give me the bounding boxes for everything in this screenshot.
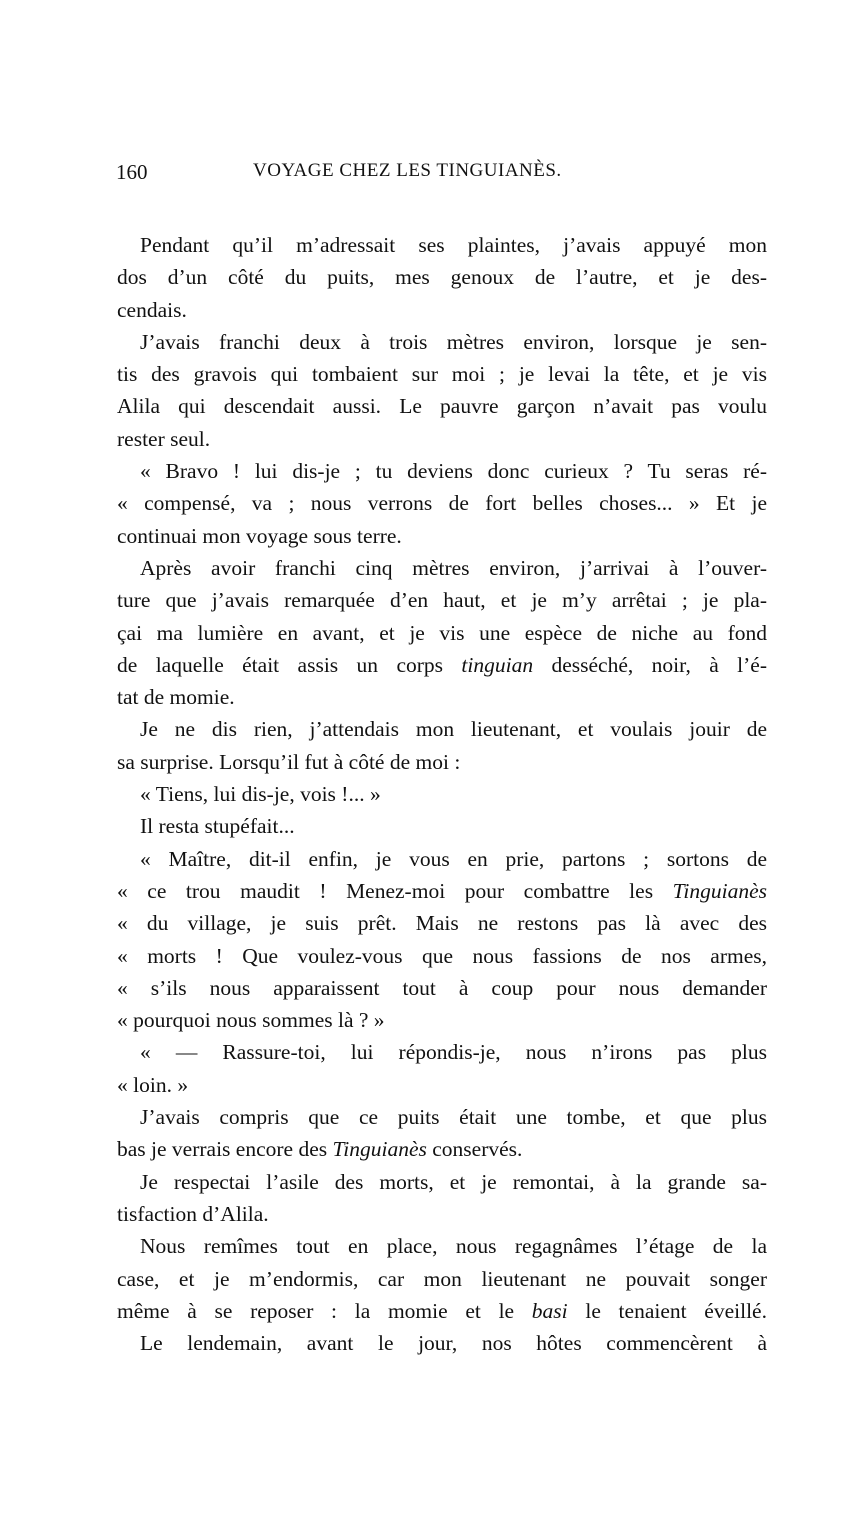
text-line	[117, 1230, 767, 1262]
text-segment: case, et je m’endormis, car mon lieutenant ne pouvait songer	[117, 1266, 767, 1291]
text-line	[117, 552, 767, 584]
text-segment: tisfaction d’Alila.	[117, 1201, 269, 1226]
text-line	[117, 1133, 767, 1165]
text-line	[117, 681, 767, 713]
running-title: VOYAGE CHEZ LES TINGUIANÈS.	[253, 160, 562, 181]
text-line	[117, 1004, 767, 1036]
text-line	[117, 875, 767, 907]
text-line	[117, 229, 767, 261]
italic-text: tinguian	[461, 652, 534, 677]
italic-text: basi	[531, 1298, 568, 1323]
italic-text: Tinguianès	[332, 1137, 427, 1162]
text-line	[117, 940, 767, 972]
text-segment: « s’ils nous apparaissent tout à coup pour nous demander	[117, 975, 767, 1000]
text-segment: « pourquoi nous sommes là ? »	[117, 1008, 385, 1033]
text-line	[117, 972, 767, 1004]
text-segment: Je ne dis rien, j’attendais mon lieutenant, et voulais jouir de	[140, 717, 767, 742]
text-segment: « Maître, dit-il enfin, je vous en prie, partons ; sortons de	[140, 846, 767, 871]
text-line	[117, 584, 767, 616]
text-line	[117, 326, 767, 358]
text-line	[117, 617, 767, 649]
text-line	[117, 713, 767, 745]
text-line	[117, 1166, 767, 1198]
text-segment: tat de momie.	[117, 685, 235, 710]
text-segment: rester seul.	[117, 426, 211, 451]
text-line	[117, 778, 767, 810]
text-line	[117, 746, 767, 778]
text-line	[117, 1263, 767, 1295]
body-text	[117, 229, 767, 1359]
text-line	[117, 455, 767, 487]
text-segment: çai ma lumière en avant, et je vis une espèce de niche au fond	[117, 620, 767, 645]
text-segment: « morts ! Que voulez-vous que nous fassions de nos armes,	[117, 943, 767, 968]
text-segment: desséché, noir, à l’é-	[533, 652, 767, 677]
text-segment: le tenaient éveillé.	[567, 1298, 767, 1323]
text-segment: dos d’un côté du puits, mes genoux de l’autre, et je des-	[117, 265, 767, 290]
text-segment: Après avoir franchi cinq mètres environ, j’arrivai à l’ouver-	[140, 555, 767, 580]
text-segment: « compensé, va ; nous verrons de fort belles choses... » Et je	[117, 491, 767, 516]
text-line	[117, 390, 767, 422]
text-segment: « loin. »	[117, 1072, 189, 1097]
text-line	[117, 294, 767, 326]
text-segment: Je respectai l’asile des morts, et je remontai, à la grande sa-	[140, 1169, 767, 1194]
text-line	[117, 1295, 767, 1327]
text-segment: « du village, je suis prêt. Mais ne restons pas là avec des	[117, 911, 767, 936]
text-segment: cendais.	[117, 297, 187, 322]
page-number: 160	[116, 160, 148, 184]
text-segment: bas je verrais encore des	[117, 1137, 333, 1162]
text-line	[117, 1198, 767, 1230]
text-line	[117, 358, 767, 390]
text-line	[117, 1069, 767, 1101]
text-line	[117, 649, 767, 681]
text-segment: « Tiens, lui dis-je, vois !... »	[140, 782, 381, 807]
text-segment: « Bravo ! lui dis-je ; tu deviens donc curieux ? Tu seras ré-	[140, 459, 767, 484]
text-segment: Alila qui descendait aussi. Le pauvre garçon n’avait pas voulu	[117, 394, 767, 419]
text-segment: tis des gravois qui tombaient sur moi ; je levai la tête, et je vis	[117, 362, 767, 387]
text-line	[117, 843, 767, 875]
text-line	[117, 487, 767, 519]
text-segment: continuai mon voyage sous terre.	[117, 523, 402, 548]
text-segment: J’avais franchi deux à trois mètres environ, lorsque je sen-	[140, 329, 767, 354]
text-line	[117, 1036, 767, 1068]
text-segment: « — Rassure-toi, lui répondis-je, nous n’irons pas plus	[140, 1040, 767, 1065]
text-segment: « ce trou maudit ! Menez-moi pour combattre les	[117, 878, 673, 903]
text-line	[117, 1327, 767, 1359]
text-line	[117, 423, 767, 455]
text-line	[117, 810, 767, 842]
text-segment: Pendant qu’il m’adressait ses plaintes, j’avais appuyé mon	[140, 233, 767, 257]
text-segment: de laquelle était assis un corps	[117, 652, 462, 677]
text-segment: J’avais compris que ce puits était une tombe, et que plus	[140, 1105, 767, 1130]
text-line	[117, 520, 767, 552]
text-segment: Nous remîmes tout en place, nous regagnâmes l’étage de la	[140, 1234, 767, 1259]
text-segment: même à se reposer : la momie et le	[117, 1298, 532, 1323]
text-line	[117, 261, 767, 293]
text-line	[117, 907, 767, 939]
text-segment: sa surprise. Lorsqu’il fut à côté de moi :	[117, 749, 461, 774]
text-segment: Il resta stupéfait...	[140, 814, 295, 839]
text-segment: Le lendemain, avant le jour, nos hôtes commencèrent à	[140, 1331, 767, 1356]
text-segment: ture que j’avais remarquée d’en haut, et je m’y arrêtai ; je pla-	[117, 588, 767, 613]
text-line	[117, 1101, 767, 1133]
text-segment: conservés.	[426, 1137, 523, 1162]
italic-text: Tinguianès	[672, 878, 767, 903]
